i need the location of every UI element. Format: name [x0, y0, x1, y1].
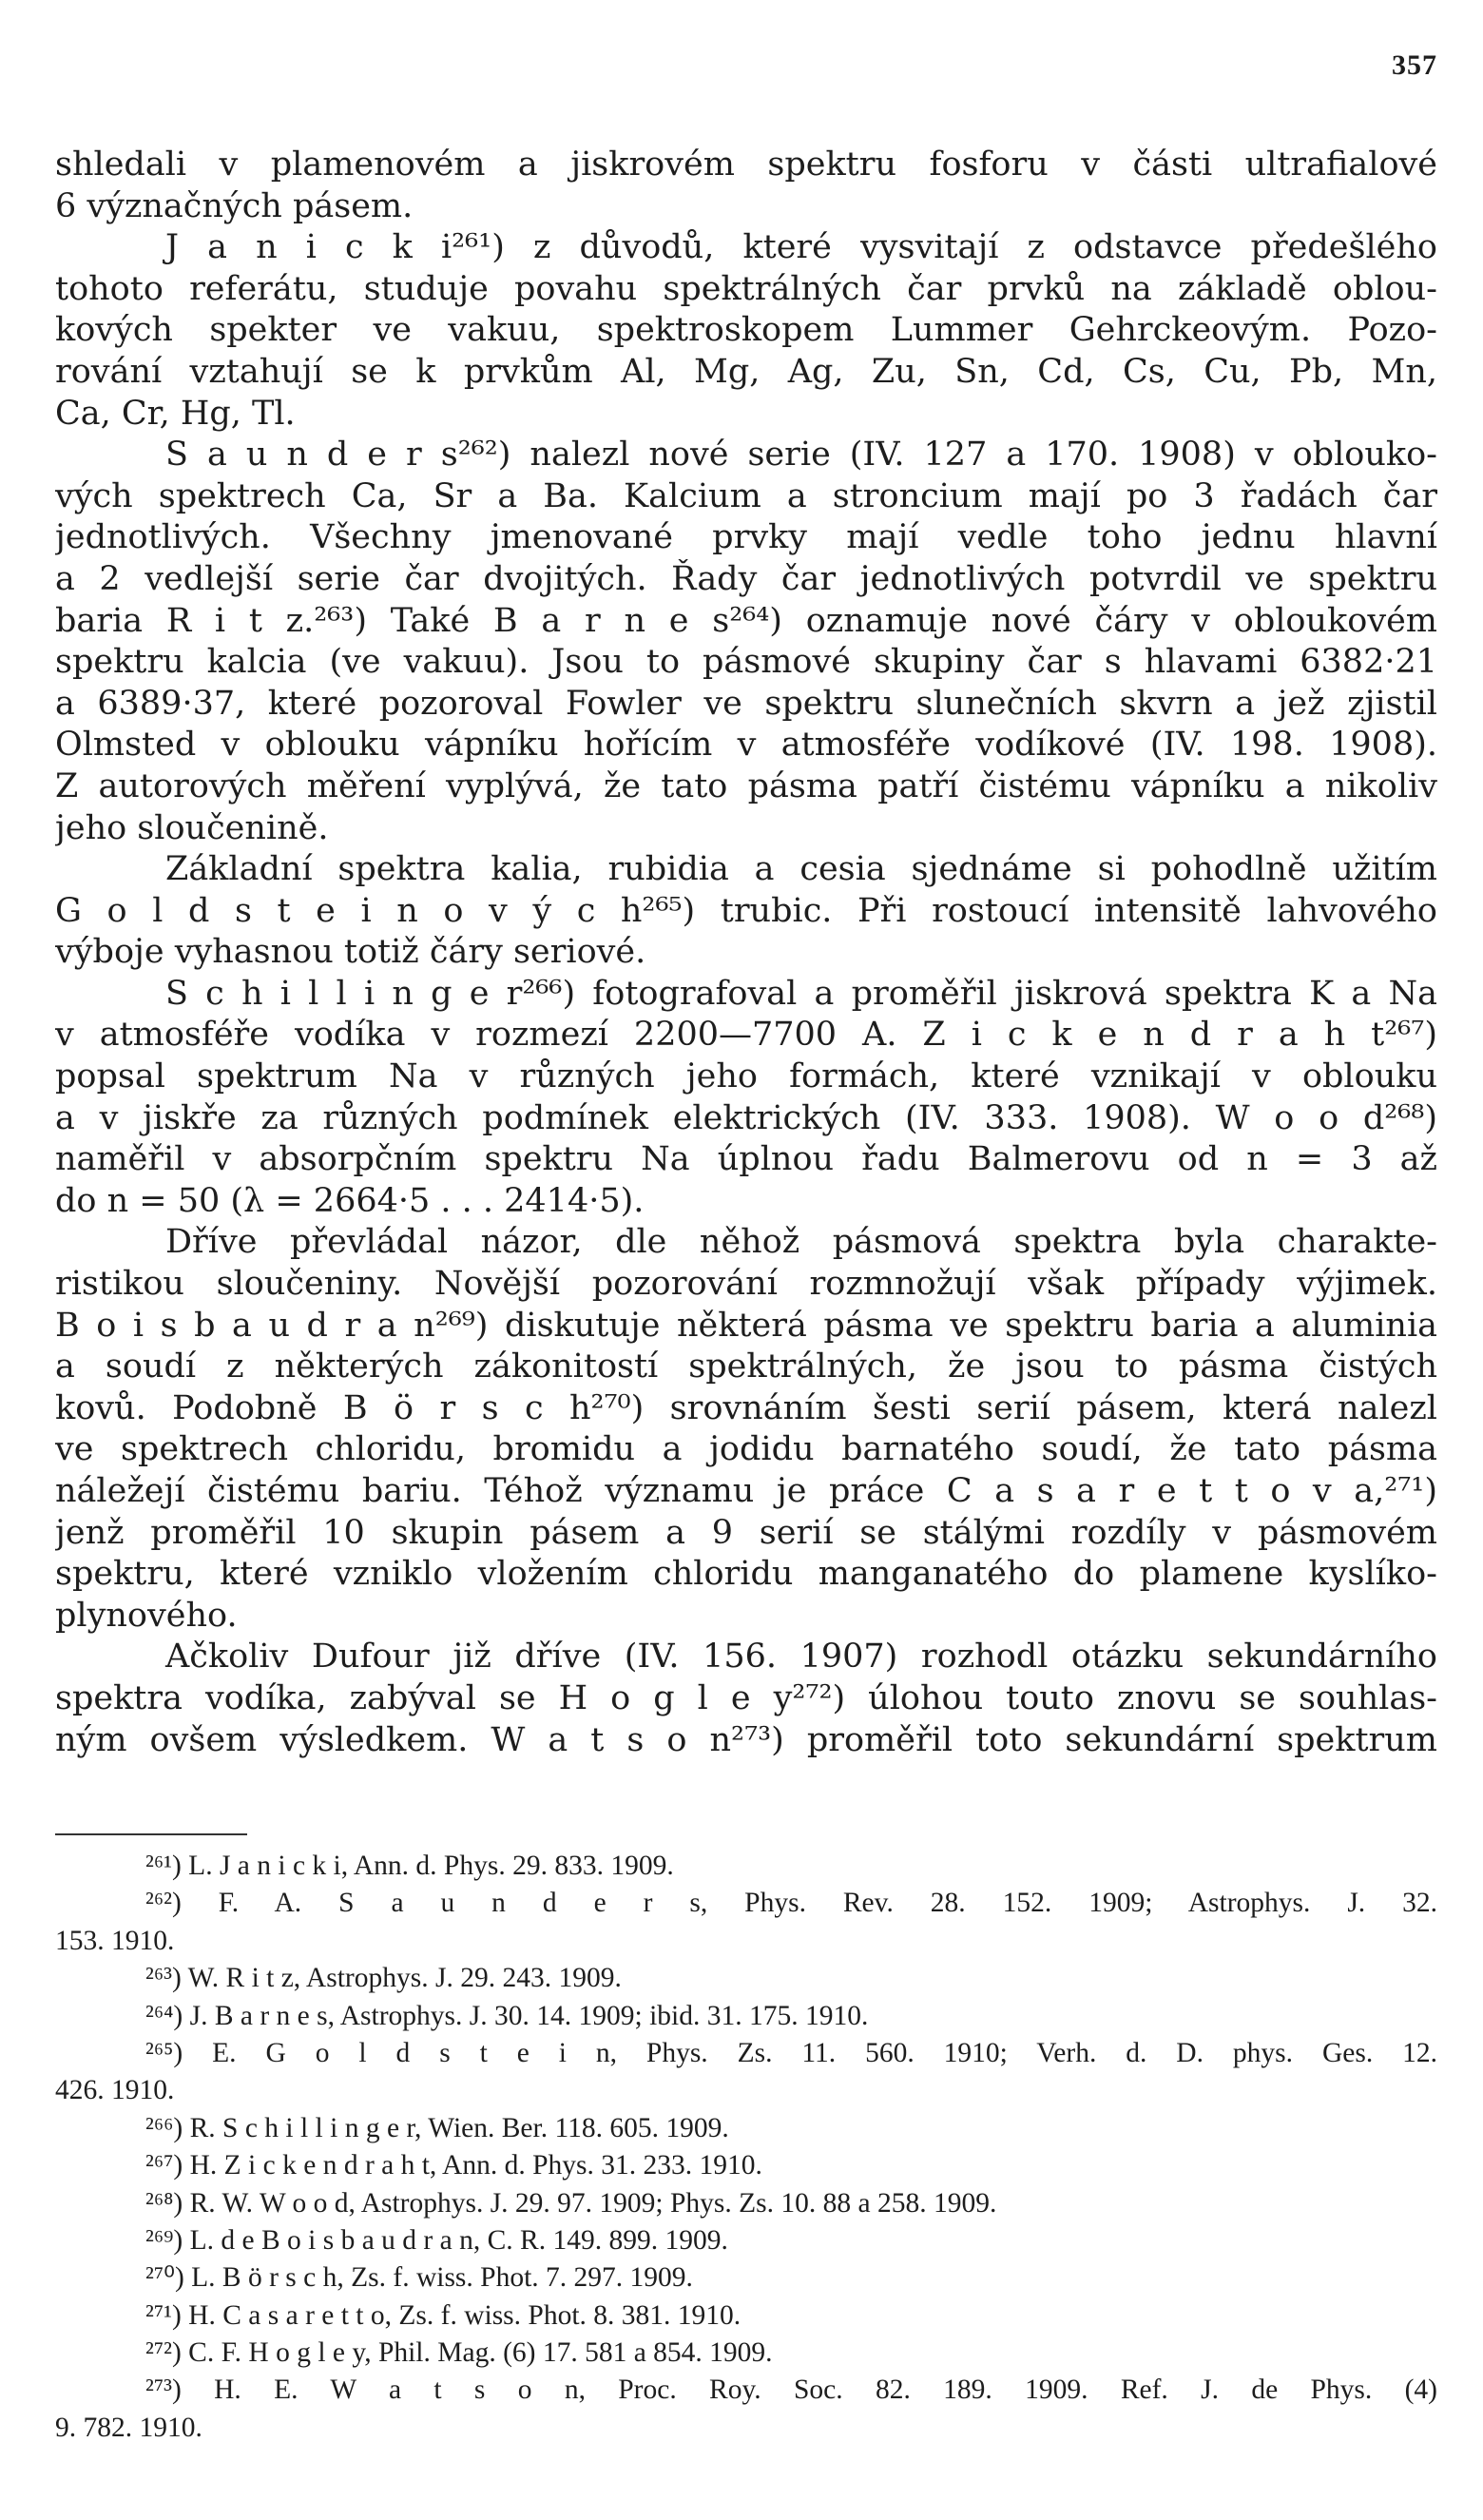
- body-line: kových spekter ve vakuu, spektroskopem Lummer Gehrckeovým. Pozo-: [55, 311, 1437, 350]
- body-line: Ca, Cr, Hg, Tl.: [55, 394, 296, 433]
- body-line: spektru kalcia (ve vakuu). Jsou to pásmové skupiny čar s hlavami 6382·21: [55, 643, 1437, 682]
- body-line: v atmosféře vodíka v rozmezí 2200—7700 A. Z i c k e n d r a h t²⁶⁷): [55, 1016, 1437, 1055]
- body-line: naměřil v absorpčním spektru Na úplnou řadu Balmerovu od n = 3 až: [55, 1140, 1437, 1179]
- body-line: plynového.: [55, 1596, 238, 1635]
- body-line: S a u n d e r s²⁶²) nalezl nové serie (IV. 127 a 170. 1908) v oblouko-: [165, 436, 1437, 475]
- body-line: popsal spektrum Na v různých jeho formách, které vznikají v oblouku: [55, 1057, 1437, 1096]
- body-line: G o l d s t e i n o v ý c h²⁶⁵) trubic. Při rostoucí intensitě lahvového: [55, 891, 1437, 930]
- body-line: J a n i c k i²⁶¹) z důvodů, které vysvitají z odstavce předešlého: [165, 228, 1437, 267]
- body-line: S c h i l l i n g e r²⁶⁶) fotografoval a proměřil jiskrová spektra K a Na: [165, 974, 1437, 1013]
- body-line: jenž proměřil 10 skupin pásem a 9 serií se stálými rozdíly v pásmovém: [55, 1513, 1437, 1552]
- body-line: Olmsted v oblouku vápníku hořícím v atmosféře vodíkové (IV. 198. 1908).: [55, 726, 1437, 765]
- page-number: 357: [1392, 49, 1437, 81]
- body-line: spektra vodíka, zabýval se H o g l e y²⁷²) úlohou touto znovu se souhlas-: [55, 1678, 1437, 1717]
- body-line: baria R i t z.²⁶³) Také B a r n e s²⁶⁴) oznamuje nové čáry v obloukovém: [55, 601, 1437, 640]
- body-line: jeho sloučenině.: [55, 808, 329, 847]
- body-line: ve spektrech chloridu, bromidu a jodidu barnatého soudí, že tato pásma: [55, 1430, 1437, 1469]
- body-line: výboje vyhasnou totiž čáry seriové.: [55, 933, 646, 972]
- body-text: [55, 145, 1437, 1761]
- footnote-line: ²⁶⁶) R. S c h i l l i n g e r, Wien. Ber. 118. 605. 1909.: [145, 2112, 729, 2143]
- body-line: shledali v plamenovém a jiskrovém spektru fosforu v části ultrafialové: [55, 145, 1437, 184]
- footnote-line: ²⁶³) W. R i t z, Astrophys. J. 29. 243. 1909.: [145, 1963, 622, 1994]
- footnote-line: ²⁶⁷) H. Z i c k e n d r a h t, Ann. d. Phys. 31. 233. 1910.: [145, 2150, 762, 2181]
- body-line: a soudí z některých zákonitostí spektrálných, že jsou to pásma čistých: [55, 1347, 1437, 1386]
- body-line: ristikou sloučeniny. Novější pozorování rozmnožují však případy výjimek.: [55, 1265, 1437, 1304]
- footnote-line: ²⁶⁴) J. B a r n e s, Astrophys. J. 30. 14. 1909; ibid. 31. 175. 1910.: [145, 2000, 869, 2031]
- body-line: Základní spektra kalia, rubidia a cesia sjednáme si pohodlně užitím: [165, 850, 1437, 889]
- footnote-line: 153. 1910.: [55, 1925, 175, 1956]
- body-line: jednotlivých. Všechny jmenované prvky mají vedle toho jednu hlavní: [55, 518, 1437, 557]
- body-line: Z autorových měření vyplývá, že tato pásma patří čistému vápníku a nikoliv: [55, 766, 1437, 805]
- footnote-line: 9. 782. 1910.: [55, 2412, 202, 2443]
- body-line: a 6389·37, které pozoroval Fowler ve spektru slunečních skvrn a jež zjistil: [55, 684, 1437, 723]
- footnote-line: ²⁷⁰) L. B ö r s c h, Zs. f. wiss. Phot. 7. 297. 1909.: [145, 2262, 693, 2294]
- body-line: Ačkoliv Dufour již dříve (IV. 156. 1907) rozhodl otázku sekundárního: [165, 1638, 1437, 1677]
- body-line: Dříve převládal názor, dle něhož pásmová spektra byla charakte-: [165, 1223, 1437, 1262]
- footnote-line: ²⁶⁹) L. d e B o i s b a u d r a n, C. R. 149. 899. 1909.: [145, 2224, 728, 2256]
- body-line: rování vztahují se k prvkům Al, Mg, Ag, Zu, Sn, Cd, Cs, Cu, Pb, Mn,: [55, 352, 1437, 391]
- body-line: tohoto referátu, studuje povahu spektrálných čar prvků na základě oblou-: [55, 269, 1437, 308]
- body-line: a 2 vedlejší serie čar dvojitých. Řady čar jednotlivých potvrdil ve spektru: [55, 559, 1437, 598]
- footnote-line: 426. 1910.: [55, 2075, 175, 2106]
- body-line: spektru, které vzniklo vložením chloridu manganatého do plamene kyslíko-: [55, 1555, 1437, 1594]
- body-line: ným ovšem výsledkem. W a t s o n²⁷³) proměřil toto sekundární spektrum: [55, 1720, 1437, 1759]
- footnote-line: ²⁶¹) L. J a n i c k i, Ann. d. Phys. 29. 833. 1909.: [145, 1851, 674, 1881]
- body-line: do n = 50 (λ = 2664·5 . . . 2414·5).: [55, 1181, 645, 1220]
- footnote-line: ²⁷¹) H. C a s a r e t t o, Zs. f. wiss. Phot. 8. 381. 1910.: [145, 2299, 742, 2331]
- footnote-line: ²⁶⁸) R. W. W o o d, Astrophys. J. 29. 97. 1909; Phys. Zs. 10. 88 a 258. 1909.: [145, 2187, 997, 2219]
- body-line: B o i s b a u d r a n²⁶⁹) diskutuje některá pásma ve spektru baria a aluminia: [55, 1306, 1437, 1345]
- body-line: kovů. Podobně B ö r s c h²⁷⁰) srovnáním šesti serií pásem, která nalezl: [55, 1388, 1437, 1427]
- footnote-line: ²⁷²) C. F. H o g l e y, Phil. Mag. (6) 17. 581 a 854. 1909.: [145, 2337, 773, 2369]
- footnote-divider: [55, 1833, 247, 1835]
- footnote-line: ²⁶²) F. A. S a u n d e r s, Phys. Rev. 28. 152. 1909; Astrophys. J. 32.: [145, 1888, 1437, 1919]
- body-line: náležejí čistému bariu. Téhož významu je práce C a s a r e t t o v a,²⁷¹): [55, 1472, 1437, 1510]
- body-line: vých spektrech Ca, Sr a Ba. Kalcium a stroncium mají po 3 řadách čar: [55, 476, 1437, 515]
- footnote-line: ²⁶⁵) E. G o l d s t e i n, Phys. Zs. 11. 560. 1910; Verh. d. D. phys. Ges. 12.: [145, 2037, 1437, 2068]
- footnotes: [55, 1848, 1437, 2447]
- body-line: a v jiskře za různých podmínek elektrických (IV. 333. 1908). W o o d²⁶⁸): [55, 1098, 1437, 1137]
- footnote-line: ²⁷³) H. E. W a t s o n, Proc. Roy. Soc. 82. 189. 1909. Ref. J. de Phys. (4): [145, 2375, 1437, 2406]
- body-line: 6 význačných pásem.: [55, 186, 414, 225]
